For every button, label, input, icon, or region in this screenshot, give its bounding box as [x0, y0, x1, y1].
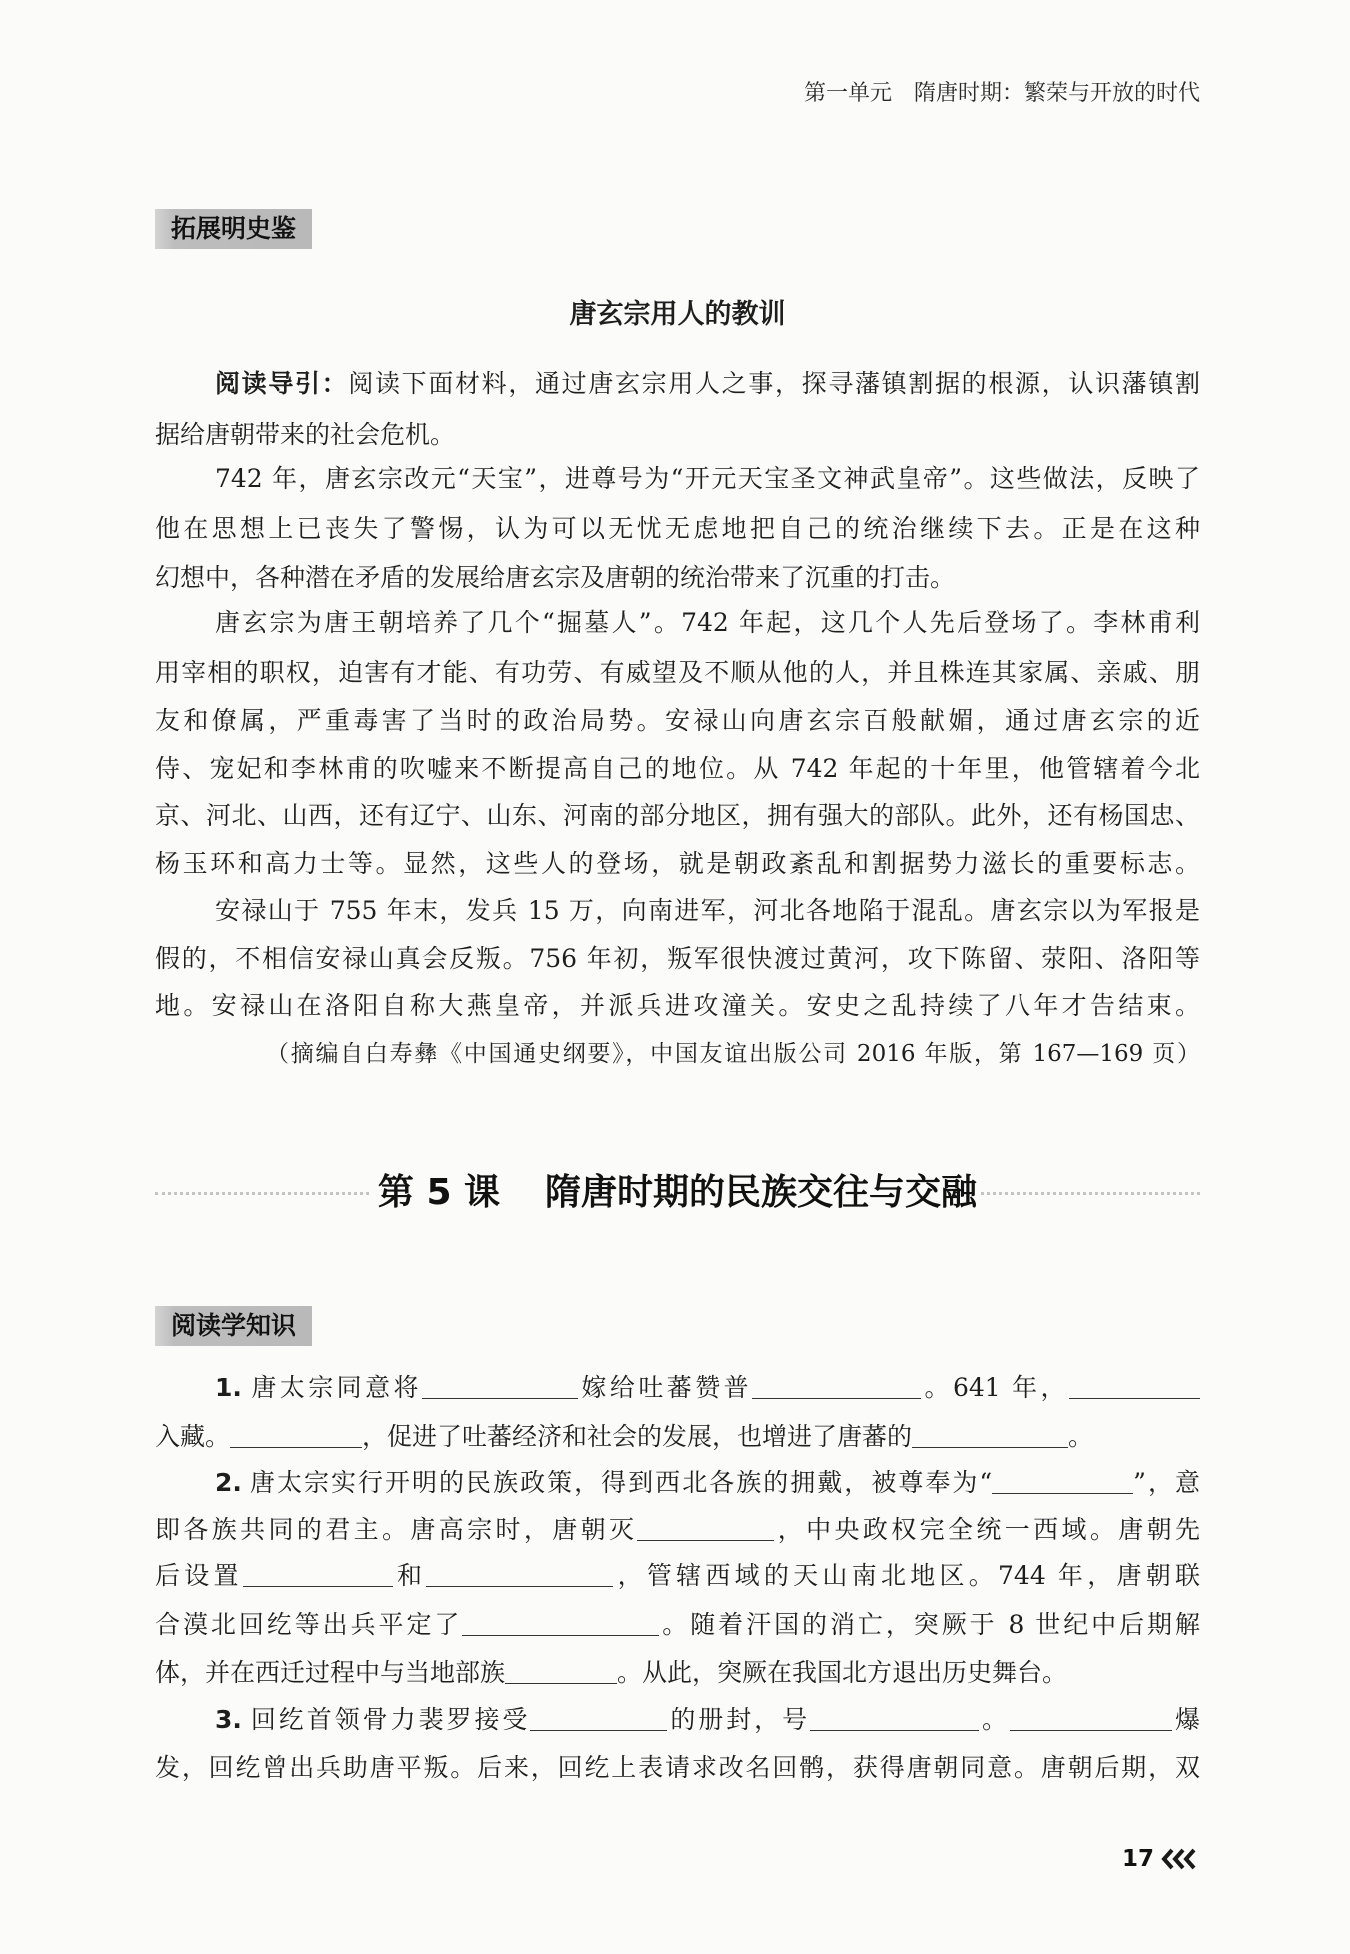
- paragraph-line: 唐玄宗为唐王朝培养了几个“掘墓人”。742 年起，这几个人先后登场了。李林甫利: [215, 608, 1200, 637]
- question-text: 合漠北回纥等出兵平定了: [155, 1610, 463, 1639]
- answer-blank: [422, 1376, 578, 1399]
- answer-blank: [637, 1518, 774, 1541]
- lesson-title: 隋唐时期的民族交往与交融: [545, 1172, 978, 1213]
- question-line: [155, 1417, 1200, 1457]
- question-text: 。: [1068, 1422, 1094, 1451]
- unit-name: 第一单元: [803, 81, 892, 106]
- answer-blank: [426, 1564, 613, 1587]
- answer-blank: [230, 1425, 362, 1448]
- question-text: 体，并在西迁过程中与当地部族: [155, 1658, 506, 1687]
- answer-blank: [992, 1471, 1133, 1494]
- question-text: 的册封，号: [667, 1705, 811, 1734]
- unit-title: 隋唐时期：繁荣与开放的时代: [913, 81, 1200, 106]
- question-text: 唐太宗实行开明的民族政策，得到西北各族的拥戴，被尊奉为“: [247, 1468, 993, 1497]
- answer-blank: [752, 1376, 921, 1399]
- question-line: [155, 1748, 1200, 1788]
- page-number: 17: [1121, 1846, 1154, 1872]
- paragraph-line: 侍、宠妃和李林甫的吹嘘来不断提高自己的地位。从 742 年起的十年里，他管辖着今北: [155, 754, 1200, 783]
- question-number: 2.: [215, 1468, 242, 1497]
- question-text: 和: [392, 1561, 427, 1590]
- extension-section-label: 拓展明史鉴: [155, 209, 312, 249]
- paragraph-line: 京、河北、山西，还有辽宁、山东、河南的部分地区，拥有强大的部队。此外，还有杨国忠、: [155, 801, 1200, 830]
- paragraph-line: 用宰相的职权，迫害有才能、有功劳、有威望及不顺从他的人，并且株连其家属、亲戚、朋: [155, 658, 1200, 687]
- answer-blank: [530, 1708, 667, 1731]
- reading-guide-line: 据给唐朝带来的社会危机。: [155, 420, 456, 449]
- question-text: 爆: [1172, 1705, 1200, 1734]
- paragraph-line: 幻想中，各种潜在矛盾的发展给唐玄宗及唐朝的统治带来了沉重的打击。: [155, 563, 956, 592]
- question-text: 。641 年，: [921, 1373, 1069, 1402]
- article-title: 唐玄宗用人的教训: [569, 299, 786, 330]
- question-text: ”，意: [1133, 1468, 1200, 1497]
- answer-blank: [1010, 1708, 1172, 1731]
- question-number: 1.: [215, 1373, 242, 1402]
- question-text: 嫁给吐蕃赞普: [578, 1373, 753, 1402]
- triple-chevron-left-icon: [1160, 1847, 1200, 1871]
- question-text: 唐太宗同意将: [247, 1373, 422, 1402]
- question-text: 即各族共同的君主。唐高宗时，唐朝灭: [155, 1515, 638, 1544]
- paragraph-line: 假的，不相信安禄山真会反叛。756 年初，叛军很快渡过黄河，攻下陈留、荥阳、洛阳等: [155, 944, 1200, 973]
- question-number: 3.: [215, 1705, 242, 1734]
- reading-guide-label: 阅读导引：: [215, 369, 349, 398]
- question-text: ，管辖西域的天山南北地区。744 年，唐朝联: [613, 1561, 1200, 1590]
- question-text: 。: [979, 1705, 1010, 1734]
- lesson-number: 第 5 课: [377, 1172, 501, 1213]
- paragraph-line: 安禄山于 755 年末，发兵 15 万，向南进军，河北各地陷于混乱。唐玄宗以为军报是: [215, 896, 1200, 925]
- answer-blank: [810, 1708, 979, 1731]
- question-text: ，促进了吐蕃经济和社会的发展，也增进了唐蕃的: [362, 1422, 913, 1451]
- answer-blank: [1069, 1376, 1200, 1399]
- reading-guide-line: [215, 364, 1200, 404]
- question-line: [155, 1653, 1200, 1693]
- paragraph-line: 杨玉环和高力士等。显然，这些人的登场，就是朝政紊乱和割据势力滋长的重要标志。: [155, 849, 1200, 878]
- paragraph-line: 地。安禄山在洛阳自称大燕皇帝，并派兵进攻潼关。安史之乱持续了八年才告结束。: [155, 991, 1200, 1020]
- lesson-heading: [155, 1168, 1200, 1218]
- question-line: [155, 1605, 1200, 1645]
- question-line: [155, 1510, 1200, 1550]
- question-text: 后设置: [155, 1561, 243, 1590]
- unit-header: [155, 74, 1200, 114]
- answer-blank: [912, 1425, 1068, 1448]
- question-text: 。随着汗国的消亡，突厥于 8 世纪中后期解: [659, 1610, 1200, 1639]
- question-text: ，中央政权完全统一西域。唐朝先: [774, 1515, 1200, 1544]
- question-text: 。从此，突厥在我国北方退出历史舞台。: [617, 1658, 1068, 1687]
- question-line: [215, 1463, 1200, 1503]
- paragraph-line: 他在思想上已丧失了警惕，认为可以无忧无虑地把自己的统治继续下去。正是在这种: [155, 514, 1200, 543]
- question-text: 发，回纥曾出兵助唐平叛。后来，回纥上表请求改名回鹘，获得唐朝同意。唐朝后期，双: [155, 1753, 1200, 1782]
- answer-blank: [462, 1613, 659, 1636]
- question-line: [215, 1700, 1200, 1740]
- reading-section-label: 阅读学知识: [155, 1306, 312, 1346]
- paragraph-line: 742 年，唐玄宗改元“天宝”，进尊号为“开元天宝圣文神武皇帝”。这些做法，反映了: [215, 464, 1200, 493]
- question-text: 入藏。: [155, 1422, 231, 1451]
- question-line: [215, 1368, 1200, 1408]
- question-text: 回纥首领骨力裴罗接受: [247, 1705, 531, 1734]
- page-footer: [1110, 1844, 1200, 1874]
- answer-blank: [505, 1661, 617, 1684]
- source-citation: （摘编自白寿彝《中国通史纲要》，中国友谊出版公司 2016 年版，第 167—169 页）: [266, 1041, 1200, 1067]
- reading-guide-text: 阅读下面材料，通过唐玄宗用人之事，探寻藩镇割据的根源，认识藩镇割: [348, 369, 1200, 398]
- question-line: [155, 1556, 1200, 1596]
- answer-blank: [243, 1564, 393, 1587]
- paragraph-line: 友和僚属，严重毒害了当时的政治局势。安禄山向唐玄宗百般献媚，通过唐玄宗的近: [155, 706, 1200, 735]
